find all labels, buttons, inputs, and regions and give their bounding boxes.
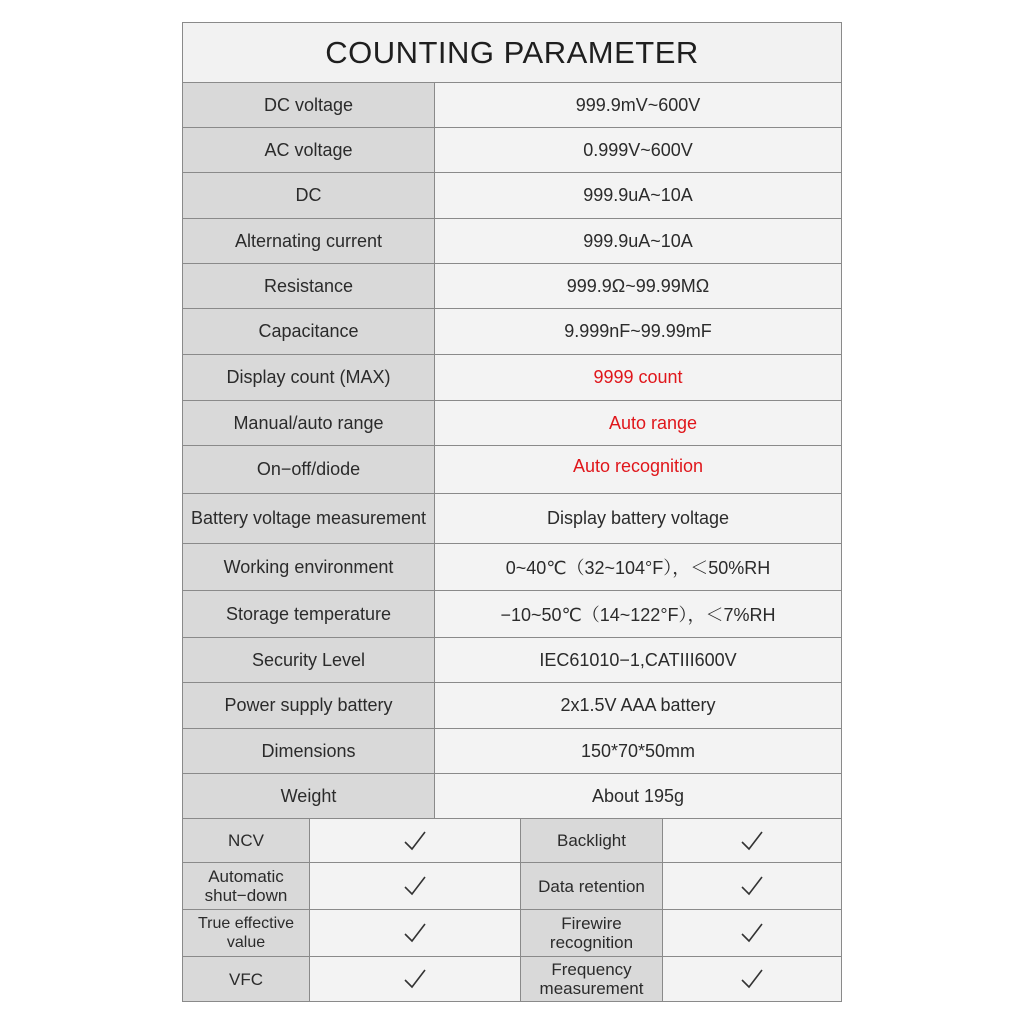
spec-label: Alternating current [183, 219, 435, 263]
check-icon [740, 875, 764, 897]
feature-supported [310, 819, 521, 862]
feature-label: VFC [183, 957, 310, 1001]
spec-label: AC voltage [183, 128, 435, 172]
spec-row-security-level [183, 638, 841, 683]
spec-label: Manual/auto range [183, 401, 435, 445]
spec-value: About 195g [435, 774, 841, 818]
spec-value: 999.9mV~600V [435, 83, 841, 127]
spec-row-on-off-diode [183, 446, 841, 494]
spec-value: 999.9uA~10A [435, 219, 841, 263]
spec-row-dimensions [183, 729, 841, 774]
spec-value-highlight: Auto range [435, 401, 841, 445]
check-icon [403, 830, 427, 852]
spec-label: DC [183, 173, 435, 218]
spec-value-highlight: Auto recognition [435, 446, 841, 493]
spec-value: 2x1.5V AAA battery [435, 683, 841, 728]
spec-label: Resistance [183, 264, 435, 308]
feature-label: Automatic shut−down [183, 863, 310, 909]
spec-row-ac-voltage [183, 128, 841, 173]
spec-value-highlight: 9999 count [435, 355, 841, 400]
spec-value: 0.999V~600V [435, 128, 841, 172]
check-icon [403, 922, 427, 944]
spec-row-capacitance [183, 309, 841, 355]
spec-table [183, 83, 841, 819]
parameter-sheet [182, 22, 842, 1002]
spec-label: DC voltage [183, 83, 435, 127]
spec-value: 0~40℃（32~104°F），＜50%RH [435, 544, 841, 590]
spec-label: Dimensions [183, 729, 435, 773]
feature-label: NCV [183, 819, 310, 862]
feature-label: Data retention [521, 863, 663, 909]
check-icon [740, 968, 764, 990]
spec-value: 999.9Ω~99.99MΩ [435, 264, 841, 308]
feature-supported [663, 819, 841, 862]
spec-value: Display battery voltage [435, 494, 841, 543]
spec-label: Storage temperature [183, 591, 435, 637]
check-icon [403, 875, 427, 897]
feature-row [183, 819, 841, 862]
feature-label: Firewire recognition [521, 910, 663, 956]
feature-supported [663, 910, 841, 956]
spec-value: 150*70*50mm [435, 729, 841, 773]
feature-row [183, 956, 841, 1001]
spec-row-power-supply [183, 683, 841, 729]
spec-row-dc [183, 173, 841, 219]
spec-label: Display count (MAX) [183, 355, 435, 400]
feature-supported [663, 863, 841, 909]
spec-value: IEC61010−1,CATIII600V [435, 638, 841, 682]
spec-label: Power supply battery [183, 683, 435, 728]
check-icon [740, 922, 764, 944]
spec-row-storage-temperature [183, 591, 841, 638]
spec-value: 999.9uA~10A [435, 173, 841, 218]
spec-label: Capacitance [183, 309, 435, 354]
check-icon [403, 968, 427, 990]
feature-label: True effective value [183, 910, 310, 956]
spec-row-display-count [183, 355, 841, 401]
spec-row-dc-voltage [183, 83, 841, 128]
spec-label: Battery voltage measurement [183, 494, 435, 543]
spec-row-battery-voltage [183, 494, 841, 544]
spec-row-weight [183, 774, 841, 819]
feature-supported [310, 910, 521, 956]
feature-row [183, 909, 841, 956]
feature-grid [183, 819, 841, 1001]
feature-label: Frequency measurement [521, 957, 663, 1001]
spec-label: On−off/diode [183, 446, 435, 493]
spec-row-alternating-current [183, 219, 841, 264]
feature-supported [310, 957, 521, 1001]
feature-label: Backlight [521, 819, 663, 862]
spec-label: Working environment [183, 544, 435, 590]
spec-row-working-environment [183, 544, 841, 591]
spec-value: −10~50℃（14~122°F），＜7%RH [435, 591, 841, 637]
spec-row-resistance [183, 264, 841, 309]
check-icon [740, 830, 764, 852]
spec-row-range [183, 401, 841, 446]
feature-row [183, 862, 841, 909]
spec-label: Security Level [183, 638, 435, 682]
feature-supported [310, 863, 521, 909]
page-title: COUNTING PARAMETER [183, 23, 841, 83]
feature-supported [663, 957, 841, 1001]
spec-label: Weight [183, 774, 435, 818]
spec-value: 9.999nF~99.99mF [435, 309, 841, 354]
